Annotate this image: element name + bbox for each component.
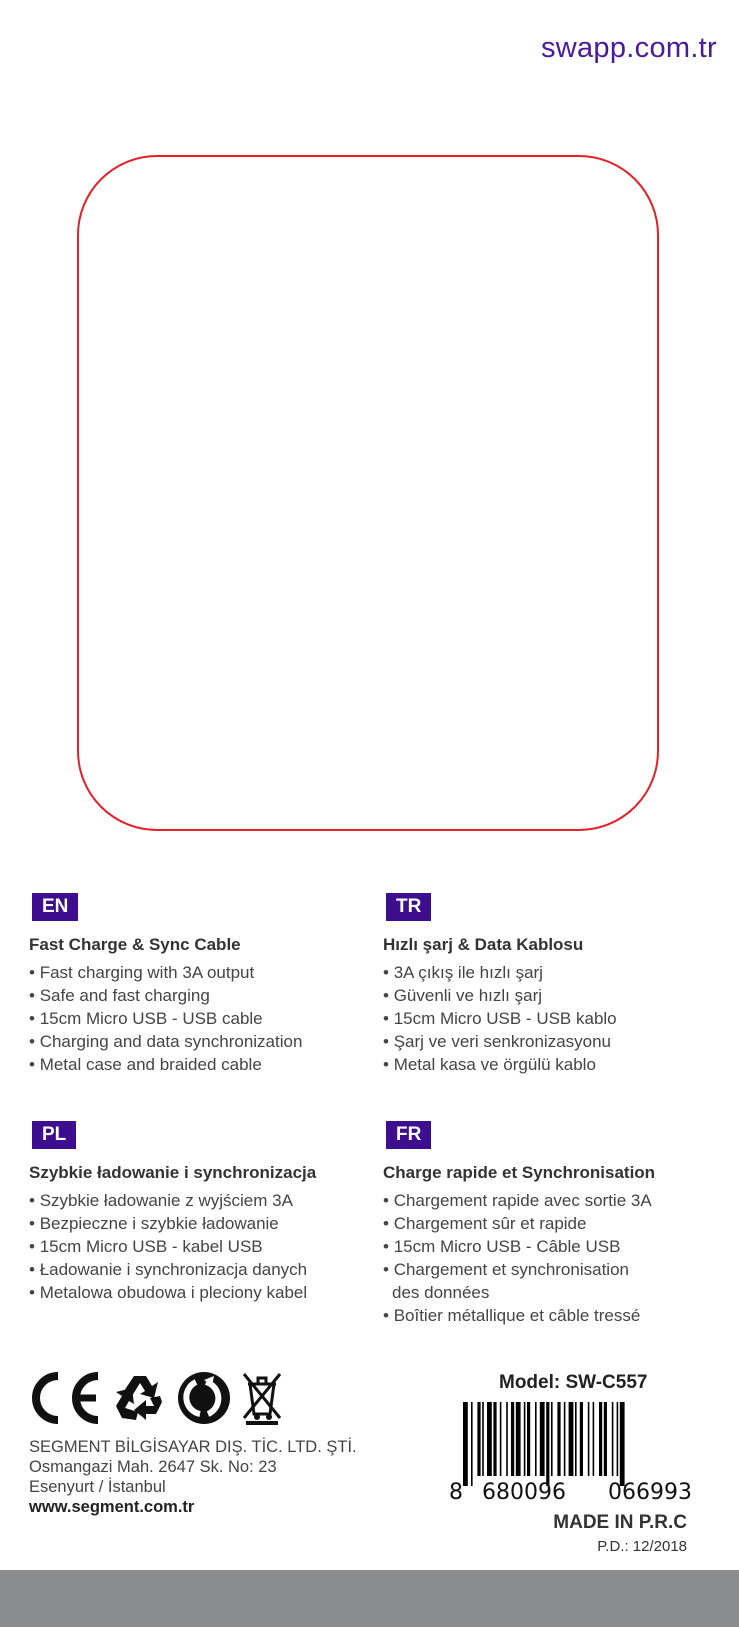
company-name: SEGMENT BİLGİSAYAR DIŞ. TİC. LTD. ŞTİ.: [29, 1438, 357, 1456]
barcode-digit-first: 8: [449, 1480, 463, 1505]
list-item: • Chargement rapide avec sortie 3A: [383, 1189, 723, 1212]
recycle-icon: [112, 1370, 168, 1426]
language-badge-en: EN: [32, 893, 78, 921]
feature-list-pl: [29, 1189, 369, 1304]
barcode-group-left: 680096: [482, 1480, 566, 1505]
list-item: [383, 1258, 723, 1304]
model-number: Model: SW-C557: [499, 1372, 648, 1393]
list-item: • 15cm Micro USB - USB kablo: [383, 1007, 723, 1030]
list-item-continuation: des données: [392, 1283, 490, 1302]
list-item: • 15cm Micro USB - Câble USB: [383, 1235, 723, 1258]
language-badge-pl: PL: [32, 1121, 76, 1149]
list-item: • Charging and data synchronization: [29, 1030, 369, 1053]
weee-bin-icon: [240, 1370, 284, 1426]
made-in-label: MADE IN P.R.C: [553, 1512, 687, 1533]
company-address-line-2: Esenyurt / İstanbul: [29, 1478, 166, 1496]
list-item: • Güvenli ve hızlı şarj: [383, 984, 723, 1007]
list-item: • Chargement sûr et rapide: [383, 1212, 723, 1235]
production-date: P.D.: 12/2018: [597, 1538, 687, 1555]
section-en: [29, 893, 369, 1076]
list-item-text: Chargement et synchronisation: [393, 1260, 629, 1279]
barcode-group-right: 066993: [608, 1480, 692, 1505]
list-item: • Metal kasa ve örgülü kablo: [383, 1053, 723, 1076]
feature-list-tr: [383, 961, 723, 1076]
language-badge-tr: TR: [386, 893, 431, 921]
package-window-outline: [77, 155, 659, 831]
feature-list-en: [29, 961, 369, 1076]
list-item: • Boîtier métallique et câble tressé: [383, 1304, 723, 1327]
company-address-line-1: Osmangazi Mah. 2647 Sk. No: 23: [29, 1458, 277, 1476]
list-item: • Fast charging with 3A output: [29, 961, 369, 984]
list-item: • Şarj ve veri senkronizasyonu: [383, 1030, 723, 1053]
ce-mark-icon: [28, 1370, 102, 1426]
list-item: • 15cm Micro USB - USB cable: [29, 1007, 369, 1030]
section-title-fr: Charge rapide et Synchronisation: [383, 1163, 656, 1182]
language-badge-fr: FR: [386, 1121, 431, 1149]
brand-url: swapp.com.tr: [540, 32, 717, 64]
section-title-pl: Szybkie ładowanie i synchronizacja: [29, 1163, 317, 1182]
green-dot-icon: [176, 1370, 232, 1426]
section-pl: [29, 1121, 369, 1304]
list-item: • Metal case and braided cable: [29, 1053, 369, 1076]
barcode: [463, 1402, 713, 1486]
list-item: • Szybkie ładowanie z wyjściem 3A: [29, 1189, 369, 1212]
list-item: • Bezpieczne i szybkie ładowanie: [29, 1212, 369, 1235]
section-fr: [383, 1121, 723, 1327]
footer-band: [0, 1570, 739, 1627]
list-item: • 3A çıkış ile hızlı şarj: [383, 961, 723, 984]
company-info: [29, 1437, 357, 1517]
list-item: • 15cm Micro USB - kabel USB: [29, 1235, 369, 1258]
section-tr: [383, 893, 723, 1076]
company-website: www.segment.com.tr: [29, 1498, 195, 1516]
list-item: • Safe and fast charging: [29, 984, 369, 1007]
list-item: • Ładowanie i synchronizacja danych: [29, 1258, 369, 1281]
section-title-tr: Hızlı şarj & Data Kablosu: [383, 935, 584, 954]
feature-list-fr: [383, 1189, 723, 1327]
list-item: • Metalowa obudowa i pleciony kabel: [29, 1281, 369, 1304]
section-title-en: Fast Charge & Sync Cable: [29, 935, 241, 954]
